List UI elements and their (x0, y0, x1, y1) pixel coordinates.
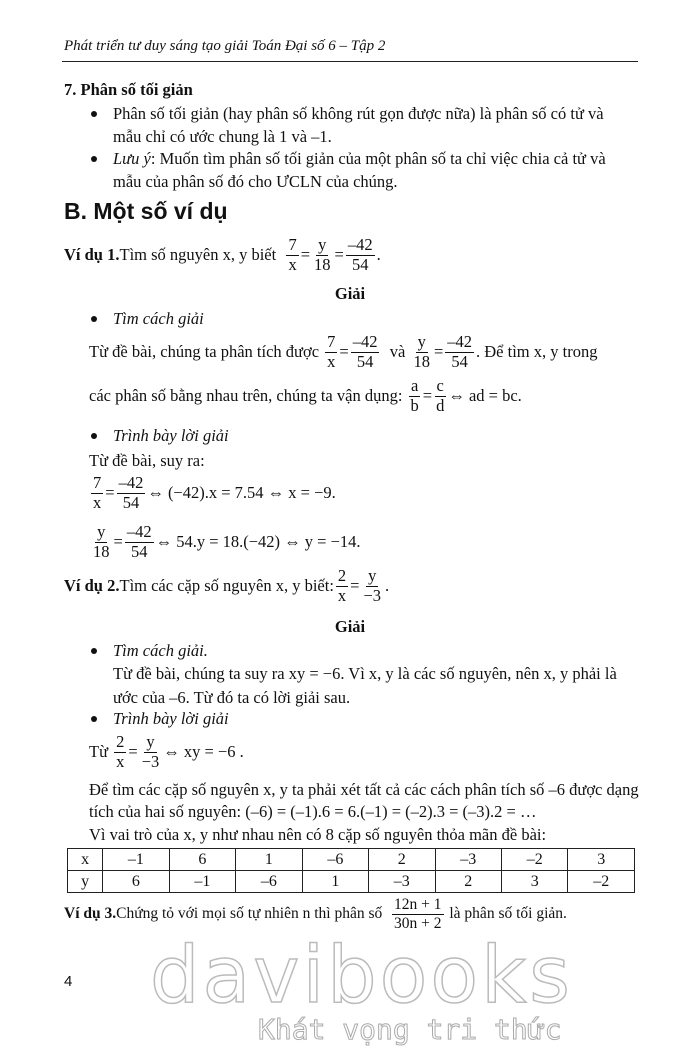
example-1-intro: Từ đề bài, suy ra: (89, 451, 205, 470)
section-7-title: 7. Phân số tối giản (64, 80, 193, 99)
example-2-para-line1: Để tìm các cặp số nguyên x, y ta phải xét tất cả các cách phân tích số –6 được dạng (89, 780, 639, 799)
text-span: Ví dụ 3. (64, 905, 117, 923)
example-2-para-line2: tích của hai số nguyên: (–6) = (–1).6 = 6.(–1) = (–2).3 = (–3).2 = … (89, 802, 537, 821)
fraction-numerator: –42 (447, 332, 472, 351)
solution-heading: Giải (334, 617, 366, 636)
note-text: : Muốn tìm phân số tối giản của một phân số ta chỉ việc chia cả tử và (150, 149, 606, 168)
s7-bullet1-line2: mẫu chỉ có ước chung là 1 và –1. (113, 127, 332, 146)
fraction-numerator: –42 (118, 473, 144, 492)
text-span: Từ (89, 742, 109, 762)
fraction (117, 474, 146, 513)
fraction-numerator: y (146, 732, 155, 751)
fraction-denominator: 30n + 2 (394, 914, 442, 932)
fraction (286, 236, 298, 275)
fraction (325, 333, 337, 372)
text-span: và (389, 342, 406, 362)
fraction (91, 474, 103, 513)
hint-heading: Tìm cách giải (113, 309, 204, 328)
example-2-para-line3: Vì vai trò của x, y như nhau nên có 8 cặp số nguyên thỏa mãn đề bài: (89, 825, 547, 844)
text-span: . Để tìm x, y trong (476, 342, 598, 362)
table-cell: 3 (502, 871, 568, 893)
fraction-numerator: 2 (337, 566, 347, 585)
table-cell: 6 (103, 871, 169, 893)
text-span: ⇔ (−42).x = 7.54 ⇔ x = −9. (147, 483, 336, 503)
fraction (351, 333, 380, 372)
example-3-statement (64, 896, 567, 933)
table-cell: 6 (169, 849, 235, 871)
text-span: các phân số bằng nhau trên, chúng ta vận dụng: (89, 386, 403, 406)
table-cell: –2 (568, 871, 635, 893)
example-2-statement: Ví dụ 2. Tìm các cặp số nguyên x, y biết: $\frac{2}{x}$ = $\frac{y}{-3}$ . (64, 566, 390, 605)
bullet-icon (91, 433, 97, 439)
table-cell: y (68, 871, 103, 893)
table-cell: –2 (502, 849, 568, 871)
table-cell: x (68, 849, 103, 871)
fraction (91, 523, 112, 562)
text-span: ⇔ ad = bc. (448, 386, 522, 406)
fraction (140, 733, 162, 772)
fraction (114, 733, 126, 772)
solution-subheading: Trình bày lời giải (113, 709, 229, 728)
fraction-denominator: x (116, 751, 125, 771)
example-1-equation-2: $\frac{y}{18}$ = $\frac{-42}{54}$ ⇔ 54.y = 18.(−42) ⇔ y = −14. (93, 522, 361, 561)
solution-heading: Giải (334, 284, 366, 303)
fraction-denominator: −3 (141, 751, 160, 771)
fraction-denominator: 54 (130, 541, 148, 561)
fraction-numerator: y (417, 332, 426, 351)
watermark-slogan: Khát vọng tri thức (258, 1013, 562, 1046)
example-text: Tìm số nguyên x, y biết (119, 245, 277, 265)
fraction-numerator: 12n + 1 (394, 896, 442, 913)
fraction-denominator: 54 (122, 492, 140, 512)
fraction (445, 333, 474, 372)
fraction (361, 567, 383, 606)
table-row (68, 849, 635, 871)
fraction-denominator: 54 (356, 351, 374, 371)
fraction-numerator: 7 (93, 473, 102, 492)
hint-heading: Tìm cách giải. (113, 641, 208, 660)
fraction-denominator: 18 (93, 541, 110, 561)
fraction (336, 567, 348, 606)
fraction-numerator: 7 (327, 332, 336, 351)
fraction-denominator: 18 (314, 254, 331, 274)
example-1-hint-line1: Từ đề bài, chúng ta phân tích được $\frac{7}{x}$ = $\frac{-42}{54}$ và $\frac{y}{18}$ = $\frac{-42}{54}$ . Để tìm x, y trong (89, 332, 598, 371)
fraction-numerator: y (318, 235, 327, 254)
table-cell: –1 (169, 871, 235, 893)
solution-subheading: Trình bày lời giải (113, 426, 229, 445)
s7-bullet1-line1: Phân số tối giản (hay phân số không rút gọn được nữa) là phân số có tử và (113, 104, 604, 123)
bullet-icon (91, 316, 97, 322)
example-label: Ví dụ 1. (64, 245, 120, 265)
fraction-denominator: x (288, 254, 297, 274)
watermark-logo: davibooks (150, 931, 573, 1021)
fraction-numerator: 7 (288, 235, 297, 254)
fraction-denominator: 54 (451, 351, 468, 371)
text-span: Từ đề bài, chúng ta phân tích được (89, 342, 320, 362)
table-cell: 1 (236, 849, 302, 871)
s7-bullet2-line1 (113, 149, 606, 169)
fraction-numerator: y (368, 566, 377, 585)
table-cell: 1 (302, 871, 368, 893)
table-cell: –3 (435, 849, 501, 871)
bullet-icon (91, 648, 97, 654)
s7-bullet2-line2: mẫu của phân số đó cho ƯCLN của chúng. (113, 172, 398, 191)
fraction (312, 236, 333, 275)
solution-table (67, 848, 635, 893)
bullet-icon (91, 111, 97, 117)
fraction (411, 333, 432, 372)
example-1-equation-1: $\frac{7}{x}$ = $\frac{-42}{54}$ ⇔ (−42).x = 7.54 ⇔ x = −9. (93, 473, 336, 512)
fraction-denominator: 18 (413, 351, 430, 371)
fraction (125, 523, 154, 562)
fraction-numerator: –42 (126, 522, 152, 541)
table-cell: –3 (369, 871, 435, 893)
fraction-denominator: 54 (351, 254, 369, 274)
fraction-denominator: x (327, 351, 336, 371)
table-row (68, 871, 635, 893)
text-span: là phân số tối giản. (449, 905, 567, 923)
example-2-hint-line1: Từ đề bài, chúng ta suy ra xy = −6. Vì x, y là các số nguyên, nên x, y phải là (113, 664, 617, 683)
fraction-denominator: −3 (363, 585, 382, 605)
example-2-hint-line2: ước của –6. Từ đó ta có lời giải sau. (113, 688, 351, 707)
text-span (68, 849, 635, 893)
example-1-hint-line2: các phân số bằng nhau trên, chúng ta vận dụng: $\frac{a}{b}$ = $\frac{c}{d}$ ⇔ ad = bc. (89, 376, 522, 415)
running-header: Phát triển tư duy sáng tạo giải Toán Đại số 6 – Tập 2 (64, 38, 386, 54)
page-number: 4 (64, 973, 73, 990)
table-cell: –1 (103, 849, 169, 871)
fraction-numerator: –42 (347, 235, 373, 254)
table-cell: 2 (369, 849, 435, 871)
note-label: Lưu ý (113, 149, 151, 168)
text-span: ⇔ xy = −6 . (163, 742, 244, 762)
fraction-denominator: b (410, 395, 419, 415)
fraction (434, 377, 446, 416)
text-span: Chứng tỏ với mọi số tự nhiên n thì phân số (116, 905, 383, 923)
fraction-numerator: y (97, 522, 106, 541)
fraction-denominator: d (436, 395, 445, 415)
fraction (392, 896, 444, 933)
text-span: Tìm các cặp số nguyên x, y biết: (119, 576, 334, 596)
fraction-numerator: 2 (116, 732, 125, 751)
header-rule (62, 61, 638, 62)
fraction-numerator: a (410, 376, 419, 395)
table-cell: 2 (435, 871, 501, 893)
table-cell: –6 (236, 871, 302, 893)
table-cell: –6 (302, 849, 368, 871)
bullet-icon (91, 156, 97, 162)
table-cell: 3 (568, 849, 635, 871)
fraction-denominator: x (337, 585, 347, 605)
fraction-numerator: c (436, 376, 444, 395)
example-2-equation: Từ $\frac{2}{x}$ = $\frac{y}{-3}$ ⇔ xy = −6 . (89, 732, 244, 771)
text-span: Ví dụ 2. (64, 576, 120, 596)
fraction (346, 236, 375, 275)
bullet-icon (91, 716, 97, 722)
text-span: ⇔ 54.y = 18.(−42) ⇔ y = −14. (155, 532, 361, 552)
section-b-title: B. Một số ví dụ (64, 198, 228, 224)
fraction-denominator: x (93, 492, 102, 512)
fraction-numerator: –42 (352, 332, 378, 351)
fraction (409, 377, 421, 416)
example-1-statement: Ví dụ 1. Tìm số nguyên x, y biết $\frac{7}{x}$ = $\frac{y}{18}$ = $\frac{-42}{54}$ . (64, 235, 381, 274)
